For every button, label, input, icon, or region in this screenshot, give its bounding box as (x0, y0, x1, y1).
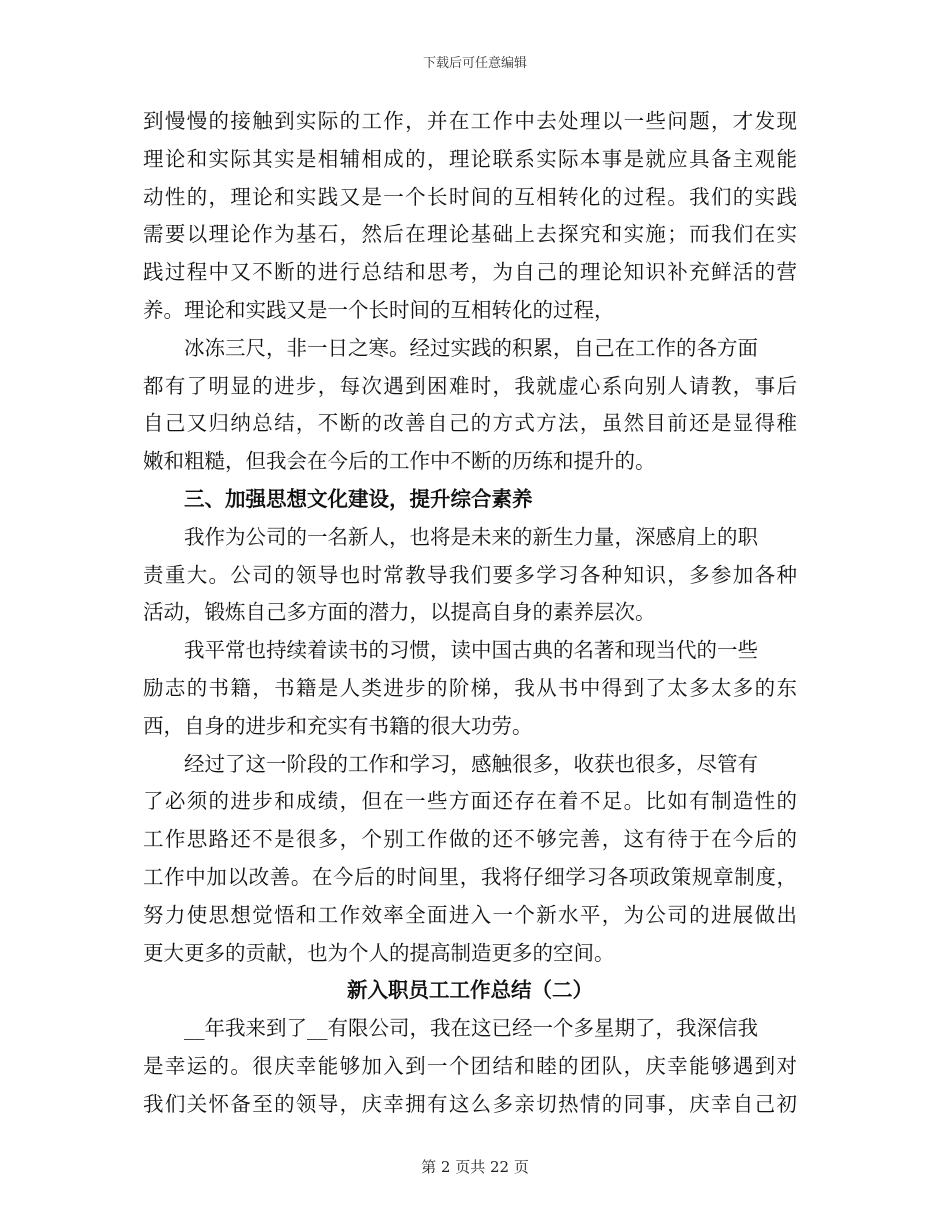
text-line: 我作为公司的一名新人，也将是未来的新生力量，深感肩上的职 (184, 524, 758, 549)
text-line: 是幸运的。很庆幸能够加入到一个团结和睦的团队，庆幸能够遇到对 (143, 1053, 797, 1078)
document-body (143, 103, 797, 1124)
section-heading: 三、加强思想文化建设，提升综合素养 (184, 486, 533, 511)
text-line: 我平常也持续着读书的习惯，读中国古典的名著和现当代的一些 (184, 638, 758, 663)
section-title: 新入职员工工作总结（二） (347, 978, 593, 1003)
text-line: 冰冻三尺，非一日之寒。经过实践的积累，自己在工作的各方面 (184, 335, 758, 360)
text-line: __年我来到了__有限公司，我在这已经一个多星期了，我深信我 (184, 1016, 758, 1041)
text-line: 我们关怀备至的领导，庆幸拥有这么多亲切热情的同事，庆幸自己初 (143, 1091, 797, 1116)
text-line: 经过了这一阶段的工作和学习，感触很多，收获也很多，尽管有 (184, 751, 758, 776)
text-line: 西，自身的进步和充实有书籍的很大功劳。 (143, 713, 533, 738)
page-footer: 第 2 页共 22 页 (421, 1158, 529, 1176)
text-line: 工作思路还不是很多，个别工作做的还不够完善，这有待于在今后的 (143, 827, 797, 852)
text-line: 努力使思想觉悟和工作效率全面进入一个新水平，为公司的进展做出 (143, 902, 797, 927)
text-line: 到慢慢的接触到实际的工作，并在工作中去处理以一些问题，才发现 (143, 109, 797, 133)
text-line: 了必须的进步和成绩，但在一些方面还存在着不足。比如有制造性的 (143, 789, 797, 814)
text-line: 动性的，理论和实践又是一个长时间的互相转化的过程。我们的实践 (143, 184, 797, 209)
text-line: 工作中加以改善。在今后的时间里，我将仔细学习各项政策规章制度， (143, 864, 797, 889)
text-line: 责重大。公司的领导也时常教导我们要多学习各种知识，多参加各种 (143, 562, 797, 587)
text-line: 需要以理论作为基石，然后在理论基础上去探究和实施；而我们在实 (143, 222, 797, 247)
text-line: 嫩和粗糙，但我会在今后的工作中不断的历练和提升的。 (143, 449, 656, 474)
text-line: 都有了明显的进步，每次遇到困难时，我就虚心系向别人请教，事后 (143, 373, 797, 398)
text-line: 励志的书籍，书籍是人类进步的阶梯，我从书中得到了太多太多的东 (143, 675, 797, 700)
text-line: 养。理论和实践又是一个长时间的互相转化的过程， (143, 297, 615, 322)
text-line: 理论和实际其实是相辅相成的，理论联系实际本事是就应具备主观能 (143, 146, 797, 171)
text-line: 自己又归纳总结，不断的改善自己的方式方法，虽然目前还是显得稚 (143, 411, 797, 436)
text-line: 活动，锻炼自己多方面的潜力，以提高自身的素养层次。 (143, 600, 656, 625)
text-line: 更大更多的贡献，也为个人的提高制造更多的空间。 (143, 940, 615, 965)
page-header: 下载后可任意编辑 (422, 56, 527, 71)
text-line: 践过程中又不断的进行总结和思考，为自己的理论知识补充鲜活的营 (143, 260, 797, 285)
